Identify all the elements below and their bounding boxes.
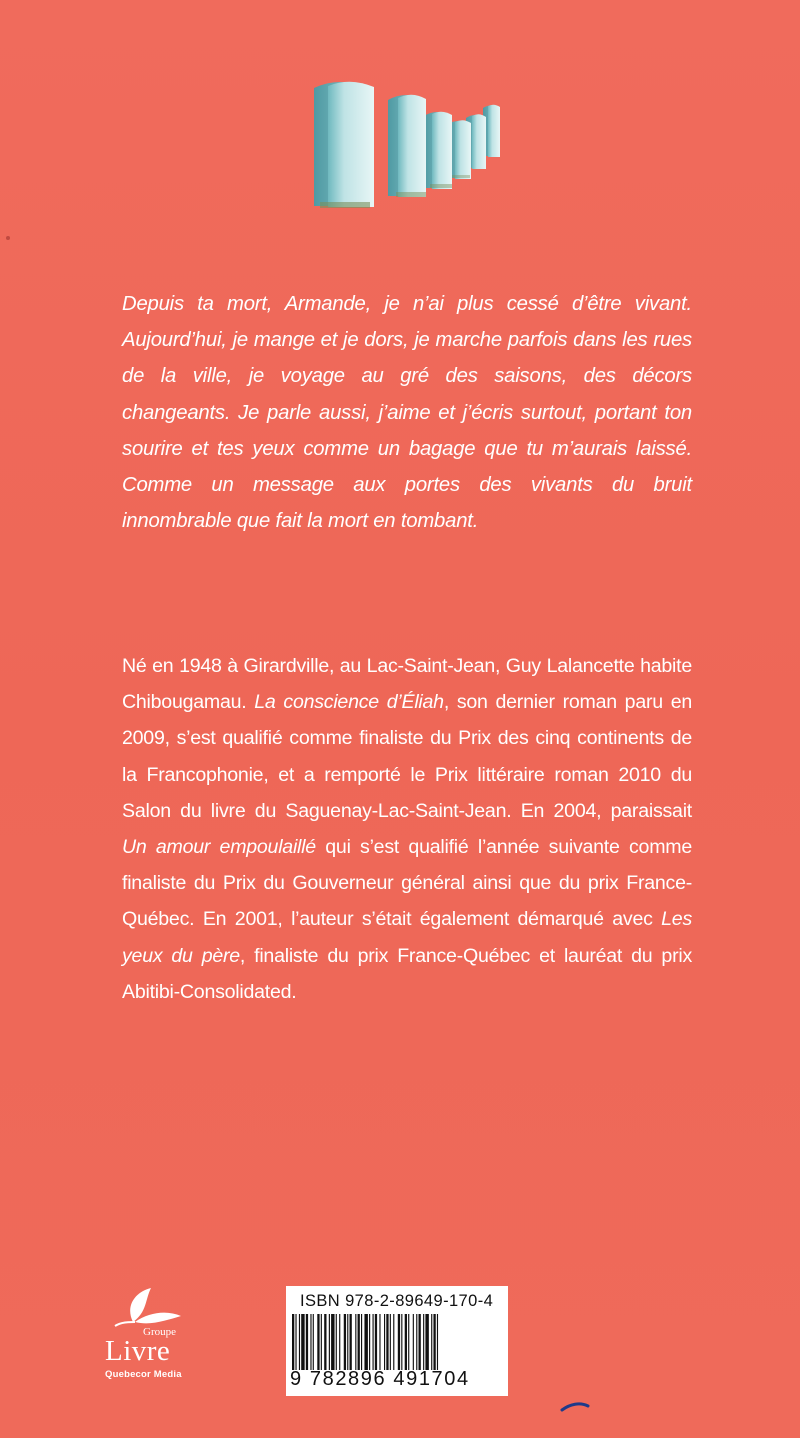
barcode-bar [437, 1314, 438, 1370]
author-bio [122, 648, 692, 1010]
book-title-eliah: La conscience d’Éliah [254, 691, 444, 714]
barcode-bar [373, 1314, 374, 1370]
barcode-bar [393, 1314, 394, 1370]
tombstones-image [300, 72, 520, 222]
barcode-bar [292, 1314, 294, 1370]
barcode-bar [431, 1314, 432, 1370]
barcode-bar [301, 1314, 304, 1370]
barcode-bar [375, 1314, 377, 1370]
barcode-bar [433, 1314, 435, 1370]
barcode-digits: 9 782896 491704 [290, 1368, 470, 1390]
barcode-bar [384, 1314, 385, 1370]
barcode-bar [416, 1314, 417, 1370]
barcode-bar [390, 1314, 391, 1370]
barcode-bar [336, 1314, 337, 1370]
barcode-bar [355, 1314, 356, 1370]
barcode-bar [425, 1314, 428, 1370]
barcode-bar [339, 1314, 340, 1370]
isbn-barcode [286, 1286, 508, 1396]
barcode-bar [321, 1314, 322, 1370]
isbn-label: ISBN 978-2-89649-170-4 [300, 1292, 494, 1310]
barcode-bar [369, 1314, 370, 1370]
barcode-bar [324, 1314, 326, 1370]
barcode-bars [292, 1314, 502, 1370]
barcode-bar [401, 1314, 402, 1370]
barcode-bar [386, 1314, 388, 1370]
bio-part-4: , finaliste du prix France-Québec et lauréat du prix Abitibi-Consolidated. [122, 944, 692, 1003]
book-title-yeux: Les yeux du père [122, 908, 692, 967]
book-title-amour: Un amour empoulaillé [122, 836, 316, 859]
barcode-bar [405, 1314, 407, 1370]
publisher-logo [95, 1282, 205, 1382]
ink-mark [560, 1400, 590, 1414]
barcode-bar [344, 1314, 346, 1370]
barcode-bar [408, 1314, 409, 1370]
barcode-bar [299, 1314, 300, 1370]
barcode-bar [364, 1314, 367, 1370]
barcode-bar [317, 1314, 319, 1370]
barcode-bar [310, 1314, 311, 1370]
barcode-bar [379, 1314, 380, 1370]
barcode-bar [313, 1314, 314, 1370]
barcode-bar [329, 1314, 330, 1370]
barcode-bar [350, 1314, 352, 1370]
barcode-bar [419, 1314, 421, 1370]
barcode-bar [347, 1314, 348, 1370]
quote-text: Depuis ta mort, Armande, je n’ai plus cessé d’être vivant. Aujourd’hui, je mange et je dors, je marche parfois dans les rues de la ville, je voyage au gré des saisons, des décors changeants. Je parle aussi, j’aime et j’écris surtout, portant ton sourire et tes yeux comme un bagage que tu m’aurais laissé. Comme un message aux portes des vivants du bruit innombrable que fait la mort en tombant. [122, 293, 692, 533]
barcode-bar [306, 1314, 308, 1370]
bio-part-1: Né en 1948 à Girardville, au Lac-Saint-Jean, Guy Lalancette habite Chibougamau. [122, 655, 692, 714]
bio-part-3: qui s’est qualifié l’année suivante comme finaliste du Prix du Gouverneur général ainsi que du prix France-Québec. En 2001, l’auteur s’était également démarqué avec [122, 836, 692, 931]
barcode-bar [331, 1314, 334, 1370]
barcode-bar [358, 1314, 360, 1370]
publisher-livre: Livre [105, 1335, 171, 1367]
barcode-bar [361, 1314, 362, 1370]
dust-mark [4, 234, 12, 242]
publisher-subtitle: Quebecor Media [105, 1369, 182, 1380]
bio-part-2: , son dernier roman paru en 2009, s’est qualifié comme finaliste du Prix des cinq continents de la Francophonie, et a remporté le Prix littéraire roman 2010 du Salon du livre du Saguenay-Lac-Saint-Jean. En 2004, paraissait [122, 691, 693, 822]
barcode-bar [423, 1314, 424, 1370]
barcode-bar [398, 1314, 400, 1370]
barcode-bar [295, 1314, 296, 1370]
publisher-groupe: Groupe [143, 1326, 176, 1338]
barcode-bar [413, 1314, 414, 1370]
